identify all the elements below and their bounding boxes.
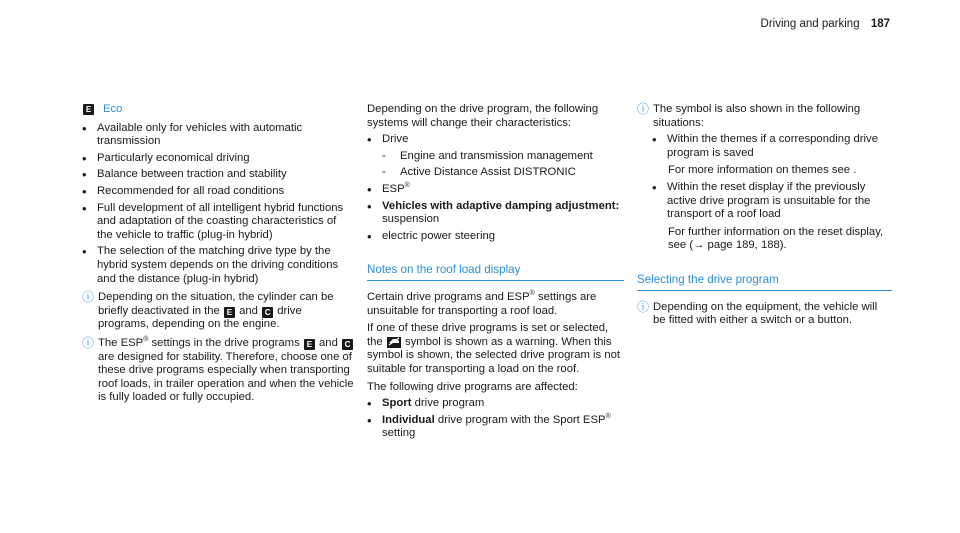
bullet-icon: • (367, 412, 372, 428)
list-item: • Sport drive program (367, 396, 485, 412)
info-note-cylinder: ⓘ Depending on the situation, the cylinder can be briefly deactivated in the E and C drive programs, depending on the engine. (82, 290, 334, 331)
roof-load-warning-icon (387, 337, 401, 348)
bullet-icon: • (82, 244, 87, 260)
eco-key-icon: E (304, 339, 315, 350)
list-item: • Balance between traction and stability (82, 167, 287, 183)
column-left (82, 103, 354, 405)
info-note-symbol: ⓘ The symbol is also shown in the following situations: (637, 102, 861, 129)
header-section-title: Driving and parking (760, 18, 860, 30)
eco-heading (82, 103, 354, 117)
paragraph: The following drive programs are affected: (367, 380, 578, 393)
paragraph: Certain drive programs and ESP® settings are unsuitable for transporting a roof load. (367, 289, 597, 317)
intro-text: Depending on the drive program, the following systems will change their characteristics: (367, 103, 599, 129)
sub-list-item: - Active Distance Assist DISTRONIC (382, 166, 576, 179)
info-icon: ⓘ (637, 299, 650, 314)
bullet-icon: • (82, 183, 87, 199)
sub-list-item: - Engine and transmission management (382, 149, 593, 162)
list-item: • Available only for vehicles with automatic transmission (82, 120, 303, 148)
list-item: • Within the reset display if the previously active drive program is unsuitable for the transport of a roof load (652, 179, 871, 221)
list-item: • Vehicles with adaptive damping adjustment: suspension (367, 198, 620, 226)
comfort-key-icon: C (342, 339, 353, 350)
info-note-esp: ⓘ The ESP® settings in the drive programs E and C are designed for stability. Therefore, choose one of these drive programs especially when transporting roof loads, in trailer operation and when the vehicle is fully loaded or fully occupied. (82, 335, 354, 404)
bullet-icon: • (82, 167, 87, 183)
list-item: • Full development of all intelligent hybrid functions and adaptation of the coasting characteristics of the vehicle to traffic (plug-in hybrid) (82, 200, 344, 241)
column-middle (367, 103, 624, 441)
list-item: • Particularly economical driving (82, 150, 250, 166)
bullet-icon: • (367, 181, 372, 197)
list-item: • electric power steering (367, 228, 496, 244)
info-icon: ⓘ (82, 290, 95, 305)
bullet-icon: • (367, 228, 372, 244)
list-item: • The selection of the matching drive type by the hybrid system depends on the driving conditions and the distance (plug-in hybrid) (82, 244, 339, 285)
bullet-icon: • (367, 132, 372, 148)
column-right (637, 103, 892, 328)
bullet-icon: • (82, 150, 87, 166)
list-item: • Recommended for all road conditions (82, 183, 285, 199)
roof-load-warning-icon-svg (388, 337, 400, 346)
eco-title: Eco (103, 103, 123, 115)
bullet-icon: • (652, 179, 657, 195)
paragraph: For further information on the reset display, see (→ page 189, 188). (668, 225, 884, 252)
page-number: 187 (870, 18, 890, 30)
list-item: • Within the themes if a corresponding drive program is saved (652, 132, 878, 159)
page-header (761, 18, 890, 32)
list-item: • Individual drive program with the Sport ESP® setting (367, 412, 611, 440)
info-icon: ⓘ (637, 102, 650, 116)
bullet-icon: • (652, 132, 657, 148)
bullet-icon: • (82, 200, 87, 216)
info-icon: ⓘ (82, 335, 95, 350)
eco-key-icon: E (83, 104, 94, 115)
bullet-icon: • (82, 120, 87, 136)
section-title-selecting-drive-program: Selecting the drive program (637, 273, 892, 291)
section-title-roof-load: Notes on the roof load display (367, 263, 624, 281)
paragraph: If one of these drive programs is set or selected, the symbol is shown as a warning. When this symbol is shown, the selected drive program is not suitable for transporting a load on the roof. (367, 322, 621, 375)
eco-key-icon: E (224, 307, 235, 318)
list-item: • Drive (367, 132, 409, 148)
list-item: • ESP® (367, 181, 410, 197)
bullet-icon: • (367, 198, 372, 214)
bullet-icon: • (367, 396, 372, 412)
paragraph: For more information on themes see . (668, 164, 857, 177)
comfort-key-icon: C (262, 307, 273, 318)
info-note-equipment: ⓘ Depending on the equipment, the vehicle will be fitted with either a switch or a button. (637, 299, 878, 327)
